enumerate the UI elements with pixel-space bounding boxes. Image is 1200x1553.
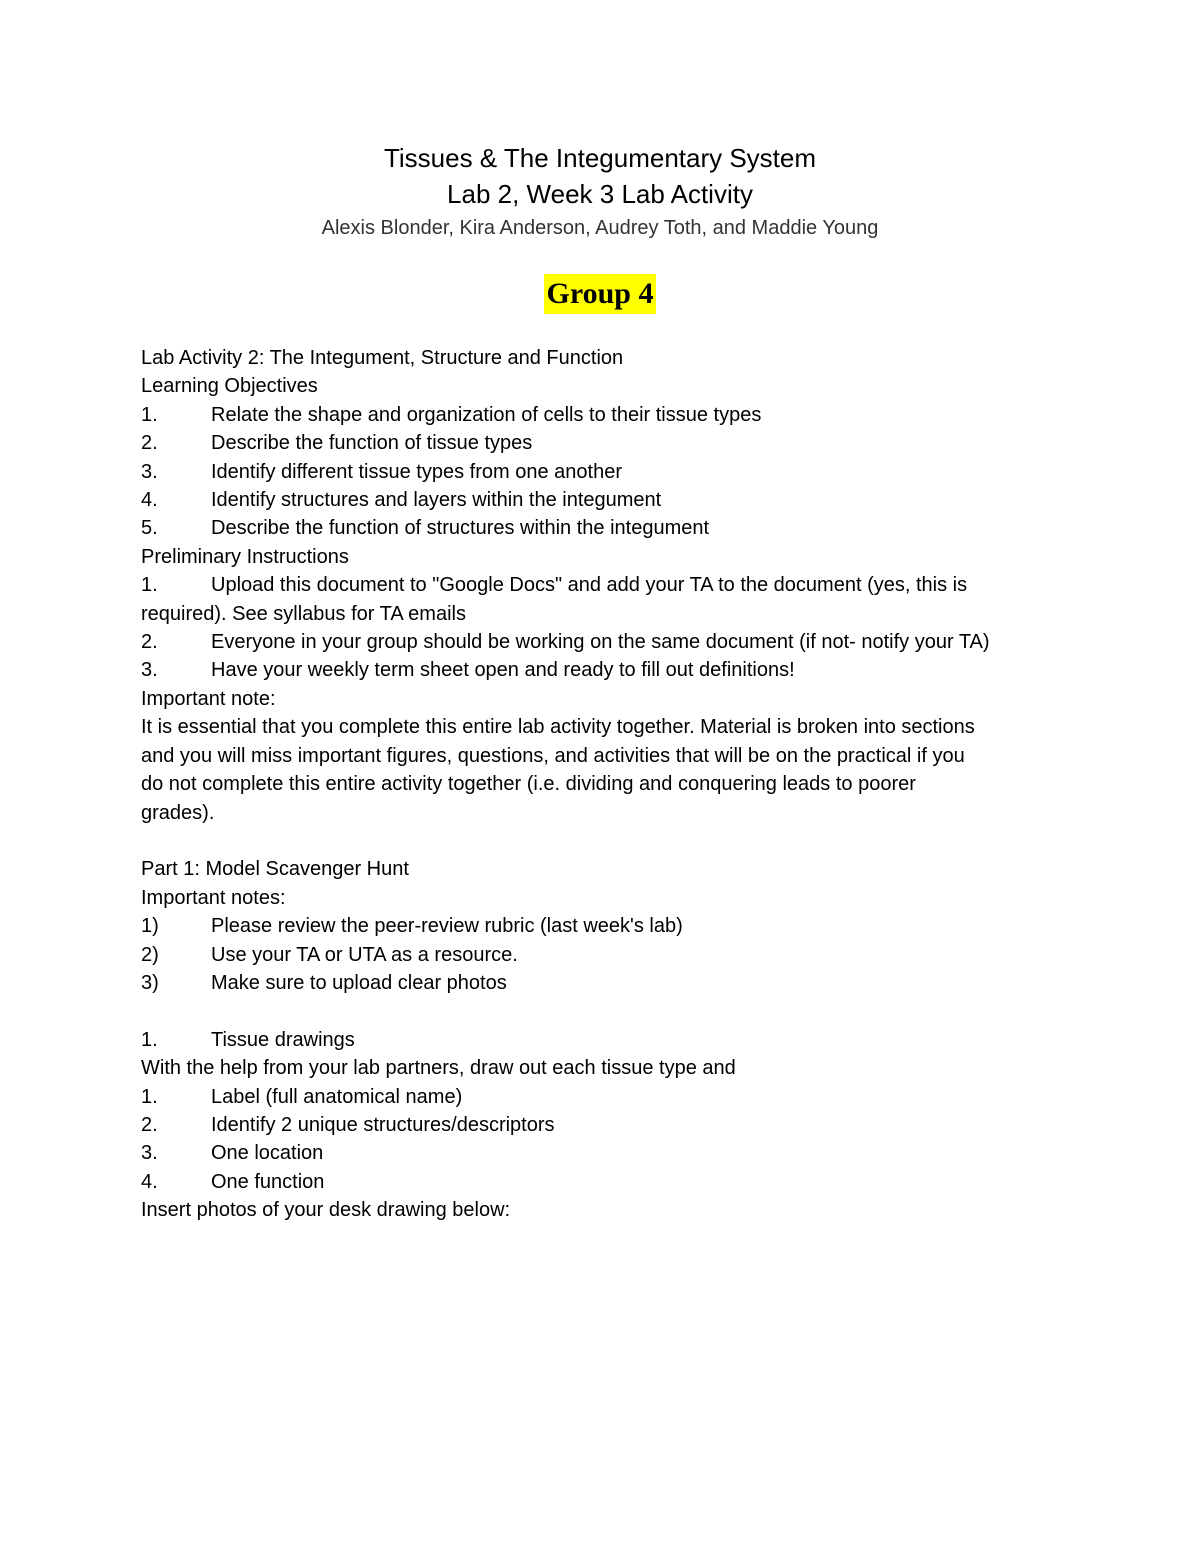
paragraph-line: It is essential that you complete this entire lab activity together. Material is broken into sections [141,716,975,739]
list-text: Identify structures and layers within the integument [211,489,662,512]
tissue-steps-list [141,1083,1061,1197]
list-text-continued: required). See syllabus for TA emails [141,602,466,625]
list-item [141,941,1061,969]
group-label-wrap [0,274,1200,314]
important-note-heading: Important note: [141,687,276,710]
list-text: One function [211,1170,325,1193]
paragraph-line: and you will miss important figures, questions, and activities that will be on the practical if you [141,744,965,767]
part1-notes-list [141,912,1061,997]
list-item [141,912,1061,940]
list-item [141,514,1061,542]
objectives-heading: Learning Objectives [141,375,318,398]
list-number: 4. [141,489,158,512]
list-text: Identify 2 unique structures/descriptors [211,1113,555,1136]
list-number: 5. [141,517,158,540]
list-number: 1. [141,574,158,597]
list-item [141,1083,1061,1111]
part1-heading: Part 1: Model Scavenger Hunt [141,858,409,881]
list-item [141,429,1061,457]
document-subtitle: Lab 2, Week 3 Lab Activity [447,179,753,209]
insert-photos-note: Insert photos of your desk drawing below: [141,1199,511,1222]
group-label: Group 4 [544,274,657,314]
list-number: 1. [141,403,158,426]
paragraph-line: grades). [141,801,215,824]
list-number: 2) [141,943,159,966]
list-text: Upload this document to "Google Docs" and add your TA to the document (yes, this is [211,574,968,597]
list-number: 4. [141,1170,158,1193]
list-item [141,486,1061,514]
list-number: 3. [141,460,158,483]
section-number: 1. [141,1028,158,1051]
section-intro: With the help from your lab partners, draw out each tissue type and [141,1057,736,1080]
list-number: 3. [141,659,158,682]
list-item [141,1111,1061,1139]
list-text: Describe the function of structures within the integument [211,517,710,540]
list-item [141,1139,1061,1167]
list-text: Identify different tissue types from one another [211,460,622,483]
objectives-list [141,401,1061,543]
list-text: Relate the shape and organization of cells to their tissue types [211,403,762,426]
list-number: 2. [141,631,158,654]
document-title: Tissues & The Integumentary System [383,143,817,173]
list-number: 1) [141,915,159,938]
list-text: Everyone in your group should be working on the same document (if not- notify your TA) [211,631,990,654]
list-text: One location [211,1142,324,1165]
activity-heading: Lab Activity 2: The Integument, Structure and Function [141,347,624,369]
list-number: 2. [141,1113,158,1136]
list-item [141,656,1061,684]
important-note-paragraph [141,713,1061,827]
list-text: Use your TA or UTA as a resource. [211,943,518,966]
list-number: 2. [141,432,158,455]
list-number: 3. [141,1142,158,1165]
preliminary-list [141,571,1061,685]
list-item [141,969,1061,997]
list-text: Label (full anatomical name) [211,1085,463,1108]
list-number: 1. [141,1085,158,1108]
document-authors: Alexis Blonder, Kira Anderson, Audrey Toth, and Maddie Young [321,217,879,239]
list-item [141,458,1061,486]
list-text: Please review the peer-review rubric (last week's lab) [211,915,683,938]
blank-line [141,827,1061,855]
section-title: Tissue drawings [211,1028,355,1051]
list-text: Describe the function of tissue types [211,432,533,455]
list-text: Make sure to upload clear photos [211,971,507,994]
part1-notes-heading: Important notes: [141,886,286,909]
document-header [0,140,1200,314]
list-number: 3) [141,971,159,994]
list-item [141,401,1061,429]
list-text: Have your weekly term sheet open and ready to fill out definitions! [211,659,795,682]
list-item [141,571,1061,599]
document-body [141,344,1061,1225]
section-heading-tissue-drawings [141,1026,1061,1054]
list-item [141,628,1061,656]
blank-line [141,997,1061,1025]
preliminary-heading: Preliminary Instructions [141,545,349,568]
paragraph-line: do not complete this entire activity together (i.e. dividing and conquering leads to poorer [141,773,916,796]
list-item [141,1168,1061,1196]
